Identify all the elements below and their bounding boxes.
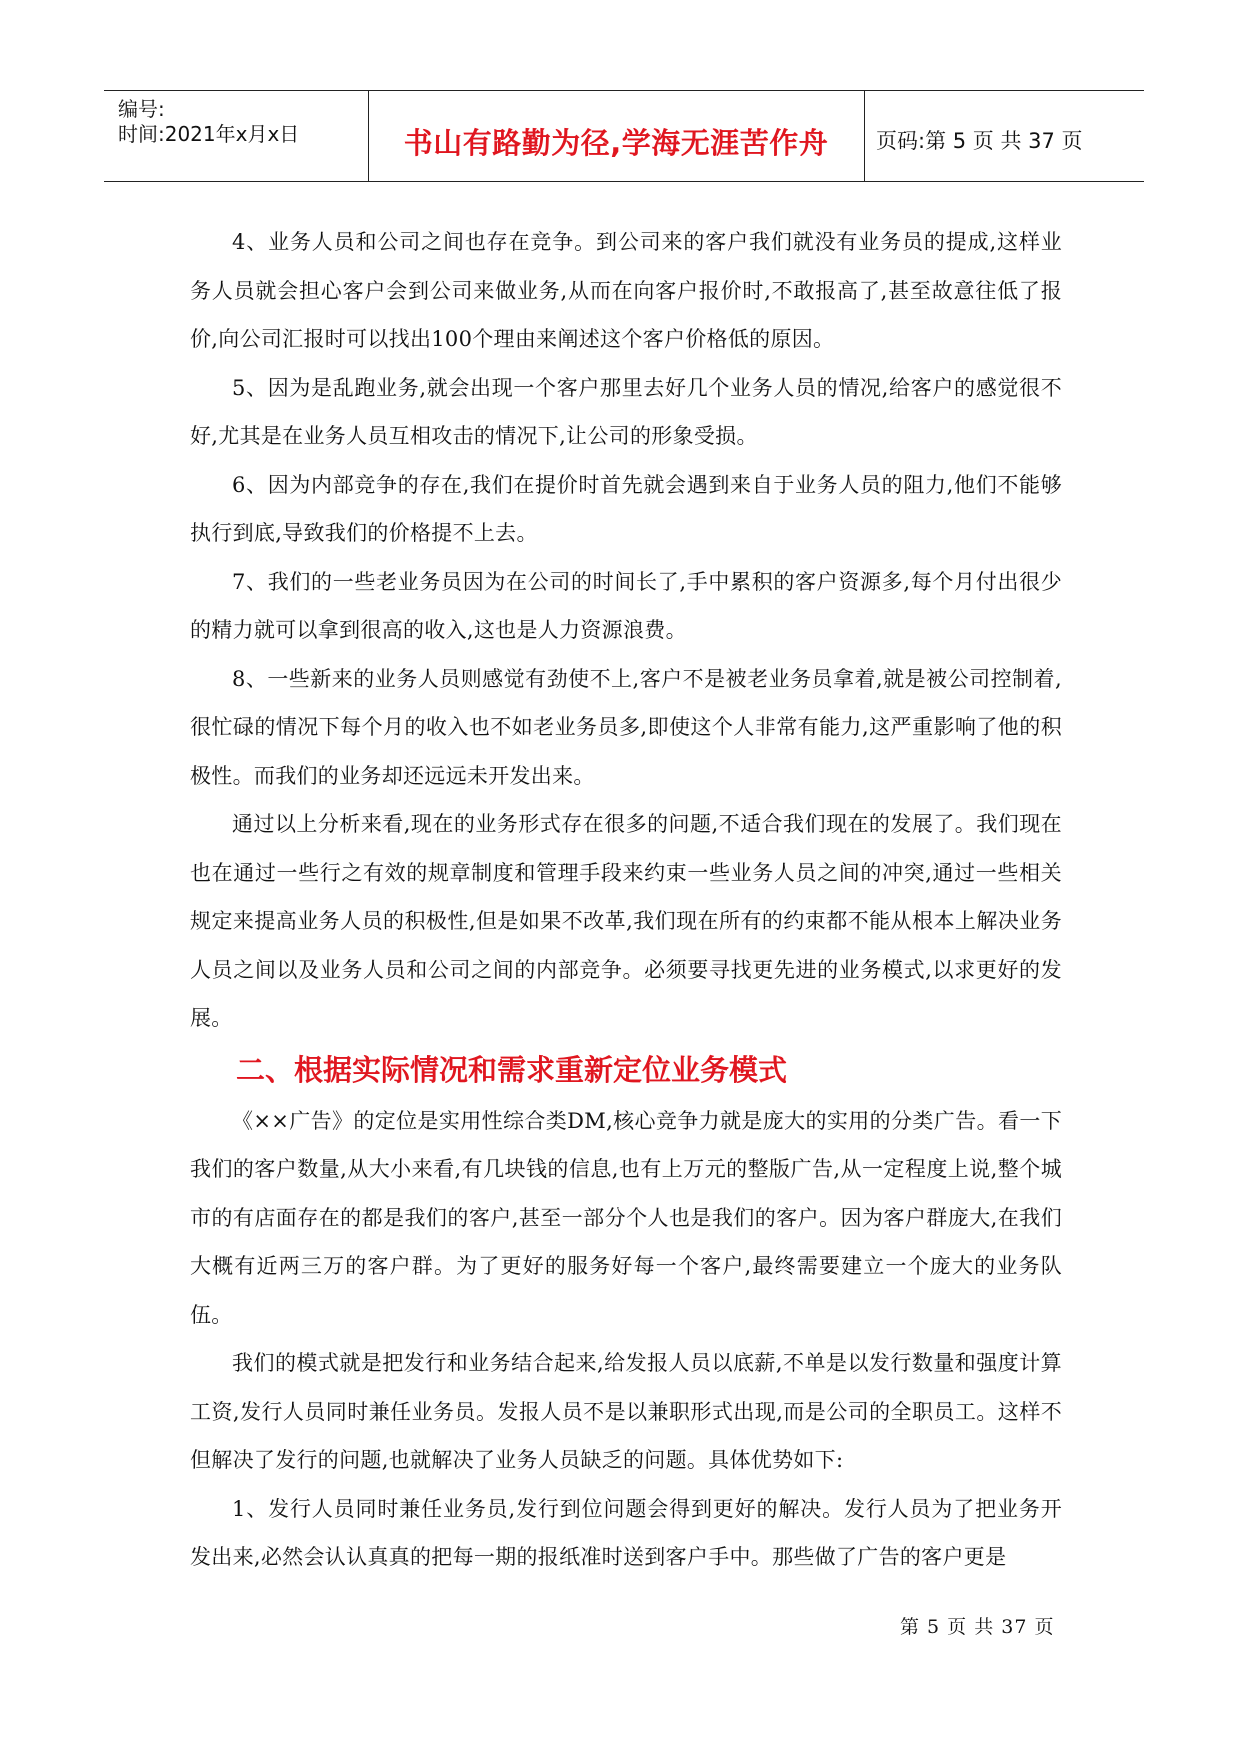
header-page-code: 页码:第 5 页 共 37 页 — [876, 129, 1083, 153]
document-time-label: 时间:2021年x月x日 — [118, 122, 300, 146]
paragraph: 1、发行人员同时兼任业务员,发行到位问题会得到更好的解决。发行人员为了把业务开发出来,必然会认认真真的把每一期的报纸准时送到客户手中。那些做了广告的客户更是 — [190, 1496, 1062, 1569]
paragraph: 通过以上分析来看,现在的业务形式存在很多的问题,不适合我们现在的发展了。我们现在也在通过一些行之有效的规章制度和管理手段来约束一些业务人员之间的冲突,通过一些相关规定来提高业务人员的积极性,但是如果不改革,我们现在所有的约束都不能从根本上解决业务人员之间以及业务人员和公司之间的内部竞争。必须要寻找更先进的业务模式,以求更好的发展。 — [190, 812, 1062, 1030]
paragraph: 4、业务人员和公司之间也存在竞争。到公司来的客户我们就没有业务员的提成,这样业务人员就会担心客户会到公司来做业务,从而在向客户报价时,不敢报高了,甚至故意往低了报价,向公司汇报时可以找出100个理由来阐述这个客户价格低的原因。 — [190, 230, 1062, 351]
paragraph: 6、因为内部竞争的存在,我们在提价时首先就会遇到来自于业务人员的阻力,他们不能够执行到底,导致我们的价格提不上去。 — [190, 472, 1062, 545]
paragraph: 8、一些新来的业务人员则感觉有劲使不上,客户不是被老业务员拿着,就是被公司控制着,很忙碌的情况下每个月的收入也不如老业务员多,即使这个人非常有能力,这严重影响了他的积极性。而我们的业务却还远远未开发出来。 — [190, 666, 1062, 788]
header-motto-cell — [368, 91, 865, 181]
document-number-label: 编号: — [118, 97, 165, 121]
section-heading: 二、根据实际情况和需求重新定位业务模式 — [236, 1052, 788, 1087]
paragraph: 5、因为是乱跑业务,就会出现一个客户那里去好几个业务人员的情况,给客户的感觉很不好,尤其是在业务人员互相攻击的情况下,让公司的形象受损。 — [190, 375, 1062, 448]
header-info-cell — [104, 91, 369, 181]
paragraph: 7、我们的一些老业务员因为在公司的时间长了,手中累积的客户资源多,每个月付出很少的精力就可以拿到很高的收入,这也是人力资源浪费。 — [190, 569, 1062, 642]
header-motto: 书山有路勤为径,学海无涯苦作舟 — [403, 126, 829, 160]
document-header — [104, 90, 1144, 182]
paragraph: 《××广告》的定位是实用性综合类DM,核心竞争力就是庞大的实用的分类广告。看一下我们的客户数量,从大小来看,有几块钱的信息,也有上万元的整版广告,从一定程度上说,整个城市的有店面存在的都是我们的客户,甚至一部分个人也是我们的客户。因为客户群庞大,在我们大概有近两三万的客户群。为了更好的服务好每一个客户,最终需要建立一个庞大的业务队伍。 — [190, 1108, 1062, 1327]
paragraph: 我们的模式就是把发行和业务结合起来,给发报人员以底薪,不单是以发行数量和强度计算工资,发行人员同时兼任业务员。发报人员不是以兼职形式出现,而是公司的全职员工。这样不但解决了发行的问题,也就解决了业务人员缺乏的问题。具体优势如下: — [190, 1351, 1062, 1472]
header-page-cell — [864, 91, 1144, 181]
document-body — [190, 218, 1062, 1582]
page-footer: 第 5 页 共 37 页 — [900, 1616, 1055, 1638]
